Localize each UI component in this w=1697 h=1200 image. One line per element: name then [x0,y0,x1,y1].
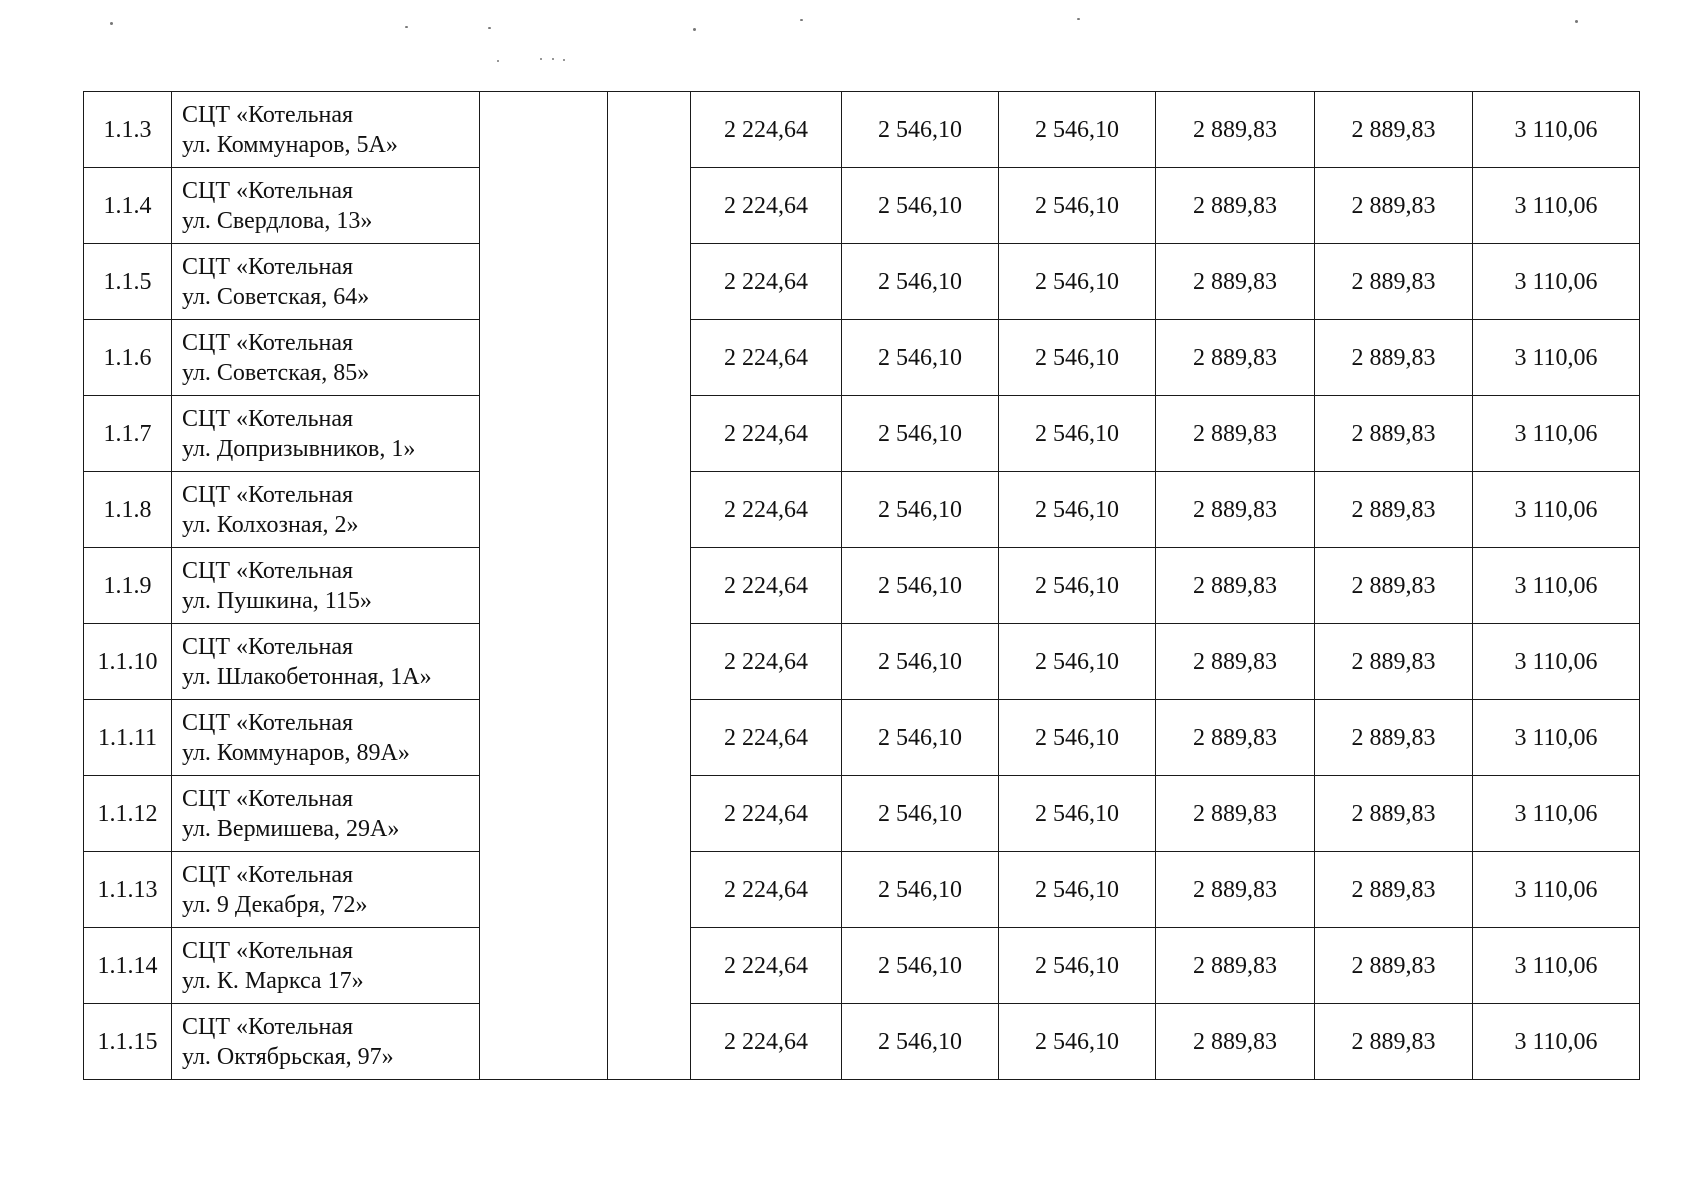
table-row [84,852,1640,928]
tariff-value-cell: 2 889,83 [1156,776,1315,852]
source-name-line2: ул. 9 Декабря, 72» [182,891,368,918]
empty-cell [608,548,691,624]
source-name-cell [172,1004,480,1080]
source-name-line2: ул. Советская, 85» [182,359,370,386]
tariff-value-cell: 2 889,83 [1156,472,1315,548]
source-name-cell [172,776,480,852]
tariff-value-cell: 2 889,83 [1156,928,1315,1004]
tariff-value-cell: 2 889,83 [1315,776,1473,852]
tariff-value-cell: 2 889,83 [1315,396,1473,472]
table-row [84,396,1640,472]
tariff-value-cell: 3 110,06 [1473,396,1640,472]
tariff-value-cell: 2 889,83 [1315,472,1473,548]
tariff-value-cell: 2 546,10 [842,776,999,852]
table-row [84,624,1640,700]
source-name-line1: СЦТ «Котельная [182,861,354,888]
tariff-value-cell: 2 546,10 [999,548,1156,624]
tariff-value-cell: 2 889,83 [1315,548,1473,624]
tariff-value-cell: 3 110,06 [1473,624,1640,700]
source-name-line1: СЦТ «Котельная [182,329,354,356]
tariff-value-cell: 3 110,06 [1473,244,1640,320]
source-name-cell [172,928,480,1004]
tariff-value-cell: 2 889,83 [1156,92,1315,168]
tariff-value-cell: 2 889,83 [1156,852,1315,928]
row-number: 1.1.4 [84,168,172,244]
table-row [84,472,1640,548]
tariff-value-cell: 3 110,06 [1473,700,1640,776]
tariff-value-cell: 2 889,83 [1156,244,1315,320]
source-name-line1: СЦТ «Котельная [182,633,354,660]
table-row [84,168,1640,244]
table-row [84,92,1640,168]
tariff-value-cell: 2 224,64 [691,244,842,320]
source-name-line1: СЦТ «Котельная [182,709,354,736]
empty-cell [608,928,691,1004]
source-name-line2: ул. Вермишева, 29А» [182,815,400,842]
tariff-value-cell: 2 889,83 [1315,624,1473,700]
source-name-line1: СЦТ «Котельная [182,101,354,128]
empty-cell [608,852,691,928]
table-row [84,548,1640,624]
tariff-value-cell: 3 110,06 [1473,320,1640,396]
tariff-value-cell: 2 889,83 [1156,168,1315,244]
empty-cell [480,168,608,244]
source-name-cell [172,168,480,244]
tariff-value-cell: 2 224,64 [691,1004,842,1080]
tariff-value-cell: 2 546,10 [842,92,999,168]
table-row [84,1004,1640,1080]
row-number: 1.1.12 [84,776,172,852]
empty-cell [480,472,608,548]
tariff-value-cell: 2 889,83 [1156,700,1315,776]
tariff-value-cell: 2 546,10 [842,472,999,548]
source-name-line2: ул. Шлакобетонная, 1А» [182,663,432,690]
tariff-value-cell: 2 546,10 [842,624,999,700]
empty-cell [480,852,608,928]
tariff-value-cell: 2 546,10 [999,700,1156,776]
source-name-line1: СЦТ «Котельная [182,481,354,508]
tariff-value-cell: 2 889,83 [1156,396,1315,472]
scan-speck [497,60,499,62]
tariff-value-cell: 2 546,10 [999,168,1156,244]
tariff-value-cell: 2 546,10 [999,244,1156,320]
tariff-value-cell: 2 546,10 [842,168,999,244]
source-name-line2: ул. Коммунаров, 89А» [182,739,410,766]
row-number: 1.1.11 [84,700,172,776]
tariff-value-cell: 2 889,83 [1315,700,1473,776]
tariff-table-body [84,92,1640,1080]
tariff-value-cell: 2 889,83 [1315,1004,1473,1080]
empty-cell [608,472,691,548]
source-name-line2: ул. Свердлова, 13» [182,207,373,234]
empty-cell [608,396,691,472]
tariff-value-cell: 2 546,10 [842,548,999,624]
source-name-line1: СЦТ «Котельная [182,785,354,812]
row-number: 1.1.15 [84,1004,172,1080]
tariff-value-cell: 2 546,10 [999,852,1156,928]
scan-speck [488,27,491,29]
empty-cell [608,92,691,168]
empty-cell [480,396,608,472]
tariff-table [83,91,1640,1080]
tariff-value-cell: 3 110,06 [1473,472,1640,548]
tariff-value-cell: 2 546,10 [999,320,1156,396]
tariff-value-cell: 2 889,83 [1315,928,1473,1004]
source-name-cell [172,852,480,928]
scan-speck [1575,20,1578,23]
tariff-value-cell: 2 889,83 [1315,168,1473,244]
tariff-value-cell: 2 889,83 [1156,320,1315,396]
tariff-value-cell: 2 224,64 [691,700,842,776]
source-name-cell [172,396,480,472]
scan-speck [540,58,542,60]
tariff-value-cell: 2 224,64 [691,396,842,472]
tariff-value-cell: 2 546,10 [999,928,1156,1004]
empty-cell [480,244,608,320]
tariff-value-cell: 3 110,06 [1473,92,1640,168]
source-name-line2: ул. Октябрьская, 97» [182,1043,394,1070]
tariff-value-cell: 2 546,10 [842,928,999,1004]
empty-cell [480,700,608,776]
tariff-value-cell: 2 224,64 [691,776,842,852]
table-row [84,244,1640,320]
tariff-value-cell: 2 224,64 [691,92,842,168]
scan-speck [405,26,408,28]
source-name-line2: ул. Пушкина, 115» [182,587,372,614]
tariff-value-cell: 2 224,64 [691,928,842,1004]
table-row [84,320,1640,396]
scan-speck [552,58,554,60]
tariff-value-cell: 2 546,10 [999,776,1156,852]
table-row [84,928,1640,1004]
empty-cell [608,244,691,320]
scan-speck [800,19,803,21]
tariff-value-cell: 2 546,10 [999,92,1156,168]
row-number: 1.1.7 [84,396,172,472]
source-name-cell [172,548,480,624]
row-number: 1.1.13 [84,852,172,928]
empty-cell [608,624,691,700]
source-name-line1: СЦТ «Котельная [182,405,354,432]
row-number: 1.1.6 [84,320,172,396]
empty-cell [608,168,691,244]
row-number: 1.1.8 [84,472,172,548]
tariff-value-cell: 2 224,64 [691,472,842,548]
tariff-value-cell: 2 546,10 [999,396,1156,472]
source-name-line1: СЦТ «Котельная [182,937,354,964]
source-name-line2: ул. К. Маркса 17» [182,967,364,994]
tariff-value-cell: 3 110,06 [1473,776,1640,852]
source-name-cell [172,624,480,700]
row-number: 1.1.14 [84,928,172,1004]
tariff-value-cell: 2 224,64 [691,320,842,396]
source-name-line1: СЦТ «Котельная [182,177,354,204]
tariff-value-cell: 2 546,10 [842,320,999,396]
tariff-value-cell: 3 110,06 [1473,548,1640,624]
tariff-value-cell: 2 546,10 [842,244,999,320]
scan-speck [110,22,113,25]
tariff-value-cell: 2 889,83 [1315,320,1473,396]
empty-cell [608,1004,691,1080]
table-row [84,700,1640,776]
row-number: 1.1.3 [84,92,172,168]
source-name-line2: ул. Советская, 64» [182,283,370,310]
source-name-line2: ул. Коммунаров, 5А» [182,131,398,158]
tariff-value-cell: 2 889,83 [1156,1004,1315,1080]
tariff-value-cell: 2 224,64 [691,852,842,928]
row-number: 1.1.10 [84,624,172,700]
empty-cell [480,92,608,168]
tariff-value-cell: 2 889,83 [1315,852,1473,928]
source-name-line2: ул. Колхозная, 2» [182,511,359,538]
tariff-value-cell: 2 889,83 [1315,244,1473,320]
tariff-value-cell: 2 546,10 [842,1004,999,1080]
tariff-value-cell: 2 546,10 [842,700,999,776]
table-row [84,776,1640,852]
tariff-value-cell: 2 546,10 [842,396,999,472]
tariff-value-cell: 3 110,06 [1473,928,1640,1004]
empty-cell [608,320,691,396]
empty-cell [480,776,608,852]
source-name-line2: ул. Допризывников, 1» [182,435,416,462]
source-name-line1: СЦТ «Котельная [182,1013,354,1040]
source-name-cell [172,472,480,548]
row-number: 1.1.9 [84,548,172,624]
tariff-value-cell: 2 224,64 [691,624,842,700]
tariff-value-cell: 2 546,10 [999,624,1156,700]
empty-cell [480,1004,608,1080]
scan-speck [693,28,696,31]
empty-cell [480,624,608,700]
tariff-value-cell: 2 546,10 [999,1004,1156,1080]
source-name-cell [172,92,480,168]
tariff-value-cell: 2 224,64 [691,548,842,624]
tariff-value-cell: 2 546,10 [999,472,1156,548]
tariff-value-cell: 2 889,83 [1315,92,1473,168]
empty-cell [608,776,691,852]
tariff-value-cell: 2 889,83 [1156,548,1315,624]
empty-cell [608,700,691,776]
source-name-cell [172,320,480,396]
tariff-value-cell: 2 224,64 [691,168,842,244]
source-name-line1: СЦТ «Котельная [182,557,354,584]
row-number: 1.1.5 [84,244,172,320]
tariff-value-cell: 2 546,10 [842,852,999,928]
empty-cell [480,928,608,1004]
tariff-value-cell: 2 889,83 [1156,624,1315,700]
scan-speck [1077,18,1080,20]
empty-cell [480,320,608,396]
empty-cell [480,548,608,624]
tariff-value-cell: 3 110,06 [1473,1004,1640,1080]
source-name-cell [172,244,480,320]
source-name-line1: СЦТ «Котельная [182,253,354,280]
tariff-value-cell: 3 110,06 [1473,852,1640,928]
scan-speck [563,59,565,61]
source-name-cell [172,700,480,776]
tariff-value-cell: 3 110,06 [1473,168,1640,244]
